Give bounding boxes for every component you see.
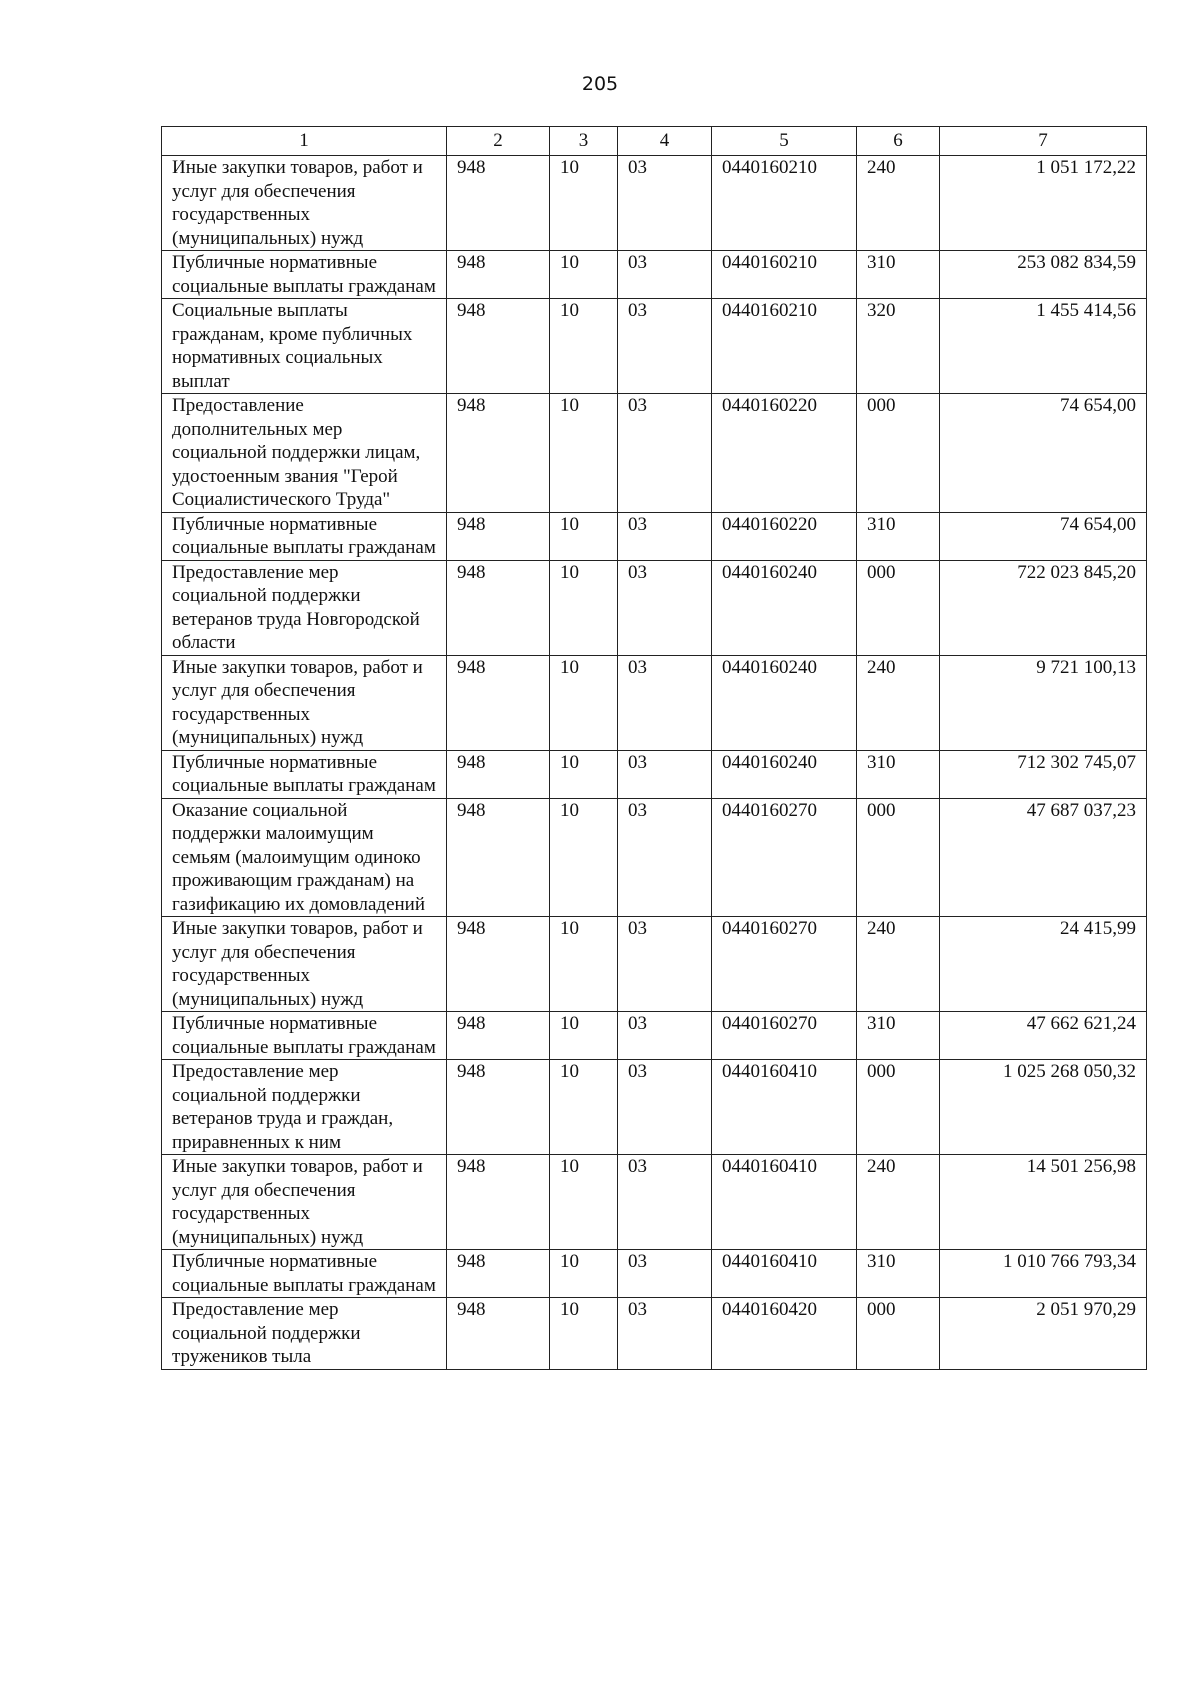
column-header-7: 7 — [940, 127, 1147, 156]
row-name-cell: Оказание социальной поддержки малоимущим семьям (малоимущим одиноко проживающим гражданам) на газификацию их домовладений — [162, 798, 447, 917]
row-target-cell: 0440160210 — [712, 251, 857, 299]
row-target-cell: 0440160220 — [712, 512, 857, 560]
row-section-cell: 10 — [550, 156, 618, 251]
row-subsection-cell: 03 — [618, 1155, 712, 1250]
row-type-cell: 000 — [857, 1060, 940, 1155]
row-code-cell: 948 — [447, 560, 550, 655]
row-amount-cell: 9 721 100,13 — [940, 655, 1147, 750]
row-amount-cell: 722 023 845,20 — [940, 560, 1147, 655]
row-amount-cell: 1 051 172,22 — [940, 156, 1147, 251]
table-header — [162, 127, 1147, 156]
row-code-cell: 948 — [447, 917, 550, 1012]
row-subsection-cell: 03 — [618, 750, 712, 798]
row-name-cell: Публичные нормативные социальные выплаты гражданам — [162, 1012, 447, 1060]
row-code-cell: 948 — [447, 798, 550, 917]
row-amount-cell: 14 501 256,98 — [940, 1155, 1147, 1250]
row-amount-cell: 1 455 414,56 — [940, 299, 1147, 394]
row-type-cell: 000 — [857, 1298, 940, 1370]
column-header-1: 1 — [162, 127, 447, 156]
row-target-cell: 0440160240 — [712, 560, 857, 655]
page-number: 205 — [581, 73, 619, 95]
table-row — [162, 560, 1147, 655]
row-section-cell: 10 — [550, 512, 618, 560]
row-section-cell: 10 — [550, 560, 618, 655]
row-section-cell: 10 — [550, 394, 618, 513]
row-name-cell: Публичные нормативные социальные выплаты гражданам — [162, 1250, 447, 1298]
row-type-cell: 000 — [857, 394, 940, 513]
table-row — [162, 1155, 1147, 1250]
row-subsection-cell: 03 — [618, 1250, 712, 1298]
table-row — [162, 917, 1147, 1012]
row-code-cell: 948 — [447, 394, 550, 513]
row-type-cell: 310 — [857, 512, 940, 560]
row-subsection-cell: 03 — [618, 798, 712, 917]
row-target-cell: 0440160210 — [712, 156, 857, 251]
row-type-cell: 320 — [857, 299, 940, 394]
table-row — [162, 299, 1147, 394]
row-code-cell: 948 — [447, 655, 550, 750]
table-row — [162, 1250, 1147, 1298]
row-type-cell: 240 — [857, 917, 940, 1012]
row-section-cell: 10 — [550, 1060, 618, 1155]
row-amount-cell: 24 415,99 — [940, 917, 1147, 1012]
row-name-cell: Социальные выплаты гражданам, кроме публичных нормативных социальных выплат — [162, 299, 447, 394]
row-subsection-cell: 03 — [618, 299, 712, 394]
row-section-cell: 10 — [550, 1250, 618, 1298]
row-section-cell: 10 — [550, 1298, 618, 1370]
row-target-cell: 0440160220 — [712, 394, 857, 513]
row-subsection-cell: 03 — [618, 1060, 712, 1155]
table-row — [162, 1060, 1147, 1155]
row-type-cell: 240 — [857, 655, 940, 750]
row-amount-cell: 253 082 834,59 — [940, 251, 1147, 299]
row-amount-cell: 2 051 970,29 — [940, 1298, 1147, 1370]
column-header-5: 5 — [712, 127, 857, 156]
row-section-cell: 10 — [550, 251, 618, 299]
row-name-cell: Предоставление мер социальной поддержки ветеранов труда Новгородской области — [162, 560, 447, 655]
table-row — [162, 512, 1147, 560]
row-target-cell: 0440160240 — [712, 655, 857, 750]
row-section-cell: 10 — [550, 1155, 618, 1250]
row-type-cell: 000 — [857, 798, 940, 917]
row-amount-cell: 47 662 621,24 — [940, 1012, 1147, 1060]
row-type-cell: 000 — [857, 560, 940, 655]
table-row — [162, 394, 1147, 513]
row-code-cell: 948 — [447, 1250, 550, 1298]
row-section-cell: 10 — [550, 1012, 618, 1060]
row-code-cell: 948 — [447, 1155, 550, 1250]
row-name-cell: Иные закупки товаров, работ и услуг для обеспечения государственных (муниципальных) нужд — [162, 917, 447, 1012]
table-body — [162, 156, 1147, 1370]
table-row — [162, 655, 1147, 750]
row-code-cell: 948 — [447, 251, 550, 299]
row-type-cell: 310 — [857, 251, 940, 299]
column-header-4: 4 — [618, 127, 712, 156]
row-subsection-cell: 03 — [618, 156, 712, 251]
row-section-cell: 10 — [550, 917, 618, 1012]
row-target-cell: 0440160410 — [712, 1250, 857, 1298]
row-target-cell: 0440160410 — [712, 1060, 857, 1155]
row-type-cell: 240 — [857, 1155, 940, 1250]
row-subsection-cell: 03 — [618, 560, 712, 655]
row-code-cell: 948 — [447, 512, 550, 560]
row-code-cell: 948 — [447, 1012, 550, 1060]
row-name-cell: Публичные нормативные социальные выплаты гражданам — [162, 251, 447, 299]
row-section-cell: 10 — [550, 750, 618, 798]
table-row — [162, 798, 1147, 917]
row-name-cell: Предоставление мер социальной поддержки тружеников тыла — [162, 1298, 447, 1370]
row-target-cell: 0440160420 — [712, 1298, 857, 1370]
budget-table — [161, 126, 1147, 1370]
row-subsection-cell: 03 — [618, 1012, 712, 1060]
row-name-cell: Иные закупки товаров, работ и услуг для обеспечения государственных (муниципальных) нужд — [162, 156, 447, 251]
row-name-cell: Предоставление дополнительных мер социальной поддержки лицам, удостоенным звания "Герой Социалистического Труда" — [162, 394, 447, 513]
row-target-cell: 0440160270 — [712, 1012, 857, 1060]
row-target-cell: 0440160240 — [712, 750, 857, 798]
column-header-2: 2 — [447, 127, 550, 156]
header-row — [162, 127, 1147, 156]
table-row — [162, 156, 1147, 251]
row-target-cell: 0440160410 — [712, 1155, 857, 1250]
row-amount-cell: 74 654,00 — [940, 512, 1147, 560]
row-name-cell: Публичные нормативные социальные выплаты гражданам — [162, 512, 447, 560]
row-target-cell: 0440160270 — [712, 917, 857, 1012]
row-type-cell: 310 — [857, 750, 940, 798]
row-name-cell: Иные закупки товаров, работ и услуг для обеспечения государственных (муниципальных) нужд — [162, 655, 447, 750]
table-row — [162, 750, 1147, 798]
row-section-cell: 10 — [550, 655, 618, 750]
row-subsection-cell: 03 — [618, 917, 712, 1012]
row-name-cell: Предоставление мер социальной поддержки ветеранов труда и граждан, приравненных к ним — [162, 1060, 447, 1155]
row-subsection-cell: 03 — [618, 655, 712, 750]
row-subsection-cell: 03 — [618, 512, 712, 560]
row-name-cell: Публичные нормативные социальные выплаты гражданам — [162, 750, 447, 798]
row-subsection-cell: 03 — [618, 394, 712, 513]
row-amount-cell: 47 687 037,23 — [940, 798, 1147, 917]
row-type-cell: 240 — [857, 156, 940, 251]
row-amount-cell: 1 025 268 050,32 — [940, 1060, 1147, 1155]
row-target-cell: 0440160210 — [712, 299, 857, 394]
row-amount-cell: 74 654,00 — [940, 394, 1147, 513]
row-code-cell: 948 — [447, 156, 550, 251]
row-name-cell: Иные закупки товаров, работ и услуг для обеспечения государственных (муниципальных) нужд — [162, 1155, 447, 1250]
row-type-cell: 310 — [857, 1250, 940, 1298]
row-code-cell: 948 — [447, 750, 550, 798]
row-code-cell: 948 — [447, 1298, 550, 1370]
row-subsection-cell: 03 — [618, 1298, 712, 1370]
row-amount-cell: 712 302 745,07 — [940, 750, 1147, 798]
row-amount-cell: 1 010 766 793,34 — [940, 1250, 1147, 1298]
row-type-cell: 310 — [857, 1012, 940, 1060]
table-row — [162, 1012, 1147, 1060]
row-section-cell: 10 — [550, 299, 618, 394]
row-code-cell: 948 — [447, 299, 550, 394]
row-target-cell: 0440160270 — [712, 798, 857, 917]
column-header-3: 3 — [550, 127, 618, 156]
row-code-cell: 948 — [447, 1060, 550, 1155]
table-row — [162, 251, 1147, 299]
row-section-cell: 10 — [550, 798, 618, 917]
table-row — [162, 1298, 1147, 1370]
column-header-6: 6 — [857, 127, 940, 156]
row-subsection-cell: 03 — [618, 251, 712, 299]
